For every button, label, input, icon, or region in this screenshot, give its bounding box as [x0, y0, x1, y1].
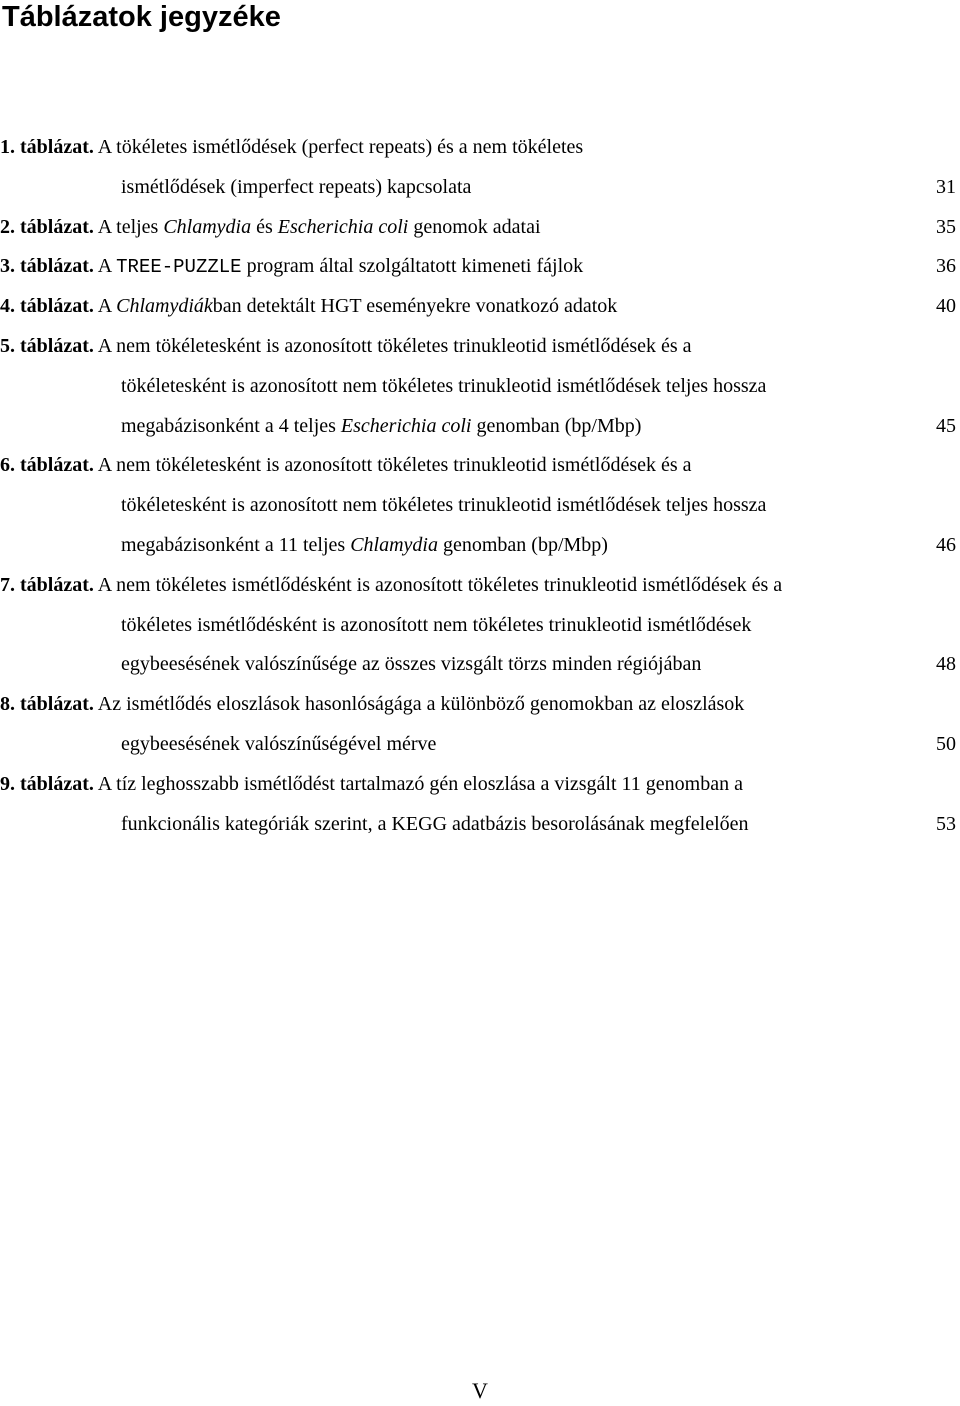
toc-entry-line — [0, 132, 960, 162]
table-label: 7. táblázat. — [0, 573, 94, 596]
toc-entry-line — [0, 450, 960, 480]
caption-text: A nem tökéletes ismétlődésként is azonosított tökéletes trinukleotid ismétlődések és a — [97, 573, 783, 596]
caption-text: A nem tökéletesként is azonosított tökéletes trinukleotid ismétlődések és a — [97, 454, 692, 477]
caption-text: A tíz leghosszabb ismétlődést tartalmazó gén eloszlása a vizsgált 11 genomban a — [97, 772, 743, 795]
caption-text: genomok adatai — [408, 215, 541, 238]
table-label: 9. táblázat. — [0, 772, 94, 795]
table-label: 6. táblázat. — [0, 454, 94, 477]
caption-text: A tökéletes ismétlődések (perfect repeats) és a nem tökéletes — [97, 136, 584, 158]
caption-text: A — [97, 255, 117, 278]
toc-entry-line — [0, 331, 960, 361]
caption-text: genomban (bp/Mbp) — [437, 534, 608, 556]
page-reference: 40 — [936, 295, 956, 318]
page-title: Táblázatok jegyzéke — [2, 1, 281, 33]
page-reference: 36 — [936, 255, 956, 278]
toc-entry-continuation — [0, 809, 960, 839]
caption-text: megabázisonként a 11 teljes — [121, 534, 351, 556]
caption-text: tökéletes ismétlődésként is azonosított nem tökéletes trinukleotid ismétlődések — [121, 613, 752, 636]
table-label: 3. táblázat. — [0, 255, 94, 278]
toc-entry-continuation — [0, 371, 960, 401]
toc-entry-line — [0, 769, 960, 799]
toc-entry-continuation — [0, 530, 960, 560]
table-label: 4. táblázat. — [0, 295, 94, 318]
caption-text: program által szolgáltatott kimeneti fájlok — [241, 255, 584, 278]
toc-entry-line — [0, 251, 960, 281]
toc-entry-continuation — [0, 411, 960, 441]
caption-text: tökéletesként is azonosított nem tökéletes trinukleotid ismétlődések teljes hossza — [121, 494, 767, 517]
page-reference: 46 — [936, 534, 956, 556]
caption-text: A teljes — [97, 215, 164, 238]
toc-entry-continuation — [0, 172, 960, 202]
caption-text: Chlamydia — [350, 534, 438, 556]
caption-text: Az ismétlődés eloszlások hasonlóságága a különböző genomokban az eloszlások — [97, 693, 745, 716]
caption-text: egybeesésének valószínűségével mérve — [121, 733, 437, 755]
toc-entry-continuation — [0, 610, 960, 640]
table-label: 5. táblázat. — [0, 335, 94, 357]
caption-text: Chlamydiák — [116, 295, 213, 318]
page-reference: 48 — [936, 653, 956, 676]
caption-text: és — [251, 215, 278, 238]
page-reference: 53 — [936, 812, 956, 835]
toc-entry-continuation — [0, 490, 960, 520]
caption-text: genomban (bp/Mbp) — [471, 414, 642, 437]
page-number: V — [472, 1378, 488, 1403]
caption-text: megabázisonként a 4 teljes — [121, 414, 341, 437]
toc-entry-line — [0, 689, 960, 719]
caption-text: funkcionális kategóriák szerint, a KEGG adatbázis besorolásának megfelelően — [121, 812, 749, 835]
page-reference: 50 — [936, 733, 956, 755]
toc-entry-continuation — [0, 729, 960, 759]
table-label: 2. táblázat. — [0, 215, 94, 238]
page-reference: 35 — [936, 215, 956, 238]
caption-text: tökéletesként is azonosított nem tökéletes trinukleotid ismétlődések teljes hossza — [121, 374, 767, 397]
toc-entry-line — [0, 212, 960, 242]
page-reference: 31 — [936, 175, 956, 198]
caption-text: A — [97, 295, 117, 318]
caption-text: Escherichia coli — [277, 215, 409, 238]
toc-entry-line — [0, 291, 960, 321]
caption-text: A nem tökéletesként is azonosított tökéletes trinukleotid ismétlődések és a — [97, 335, 692, 357]
table-label: 1. táblázat. — [0, 136, 94, 158]
table-label: 8. táblázat. — [0, 693, 94, 716]
caption-text: Chlamydia — [163, 215, 252, 238]
toc-entry-continuation — [0, 649, 960, 679]
caption-text: egybeesésének valószínűsége az összes vizsgált törzs minden régiójában — [121, 653, 702, 676]
toc-entry-line — [0, 570, 960, 600]
caption-text: Escherichia coli — [340, 414, 472, 437]
caption-text: ban detektált HGT eseményekre vonatkozó adatok — [212, 295, 618, 318]
caption-text: ismétlődések (imperfect repeats) kapcsolata — [121, 175, 472, 198]
caption-text: TREE-PUZZLE — [116, 256, 242, 279]
page-reference: 45 — [936, 414, 956, 437]
